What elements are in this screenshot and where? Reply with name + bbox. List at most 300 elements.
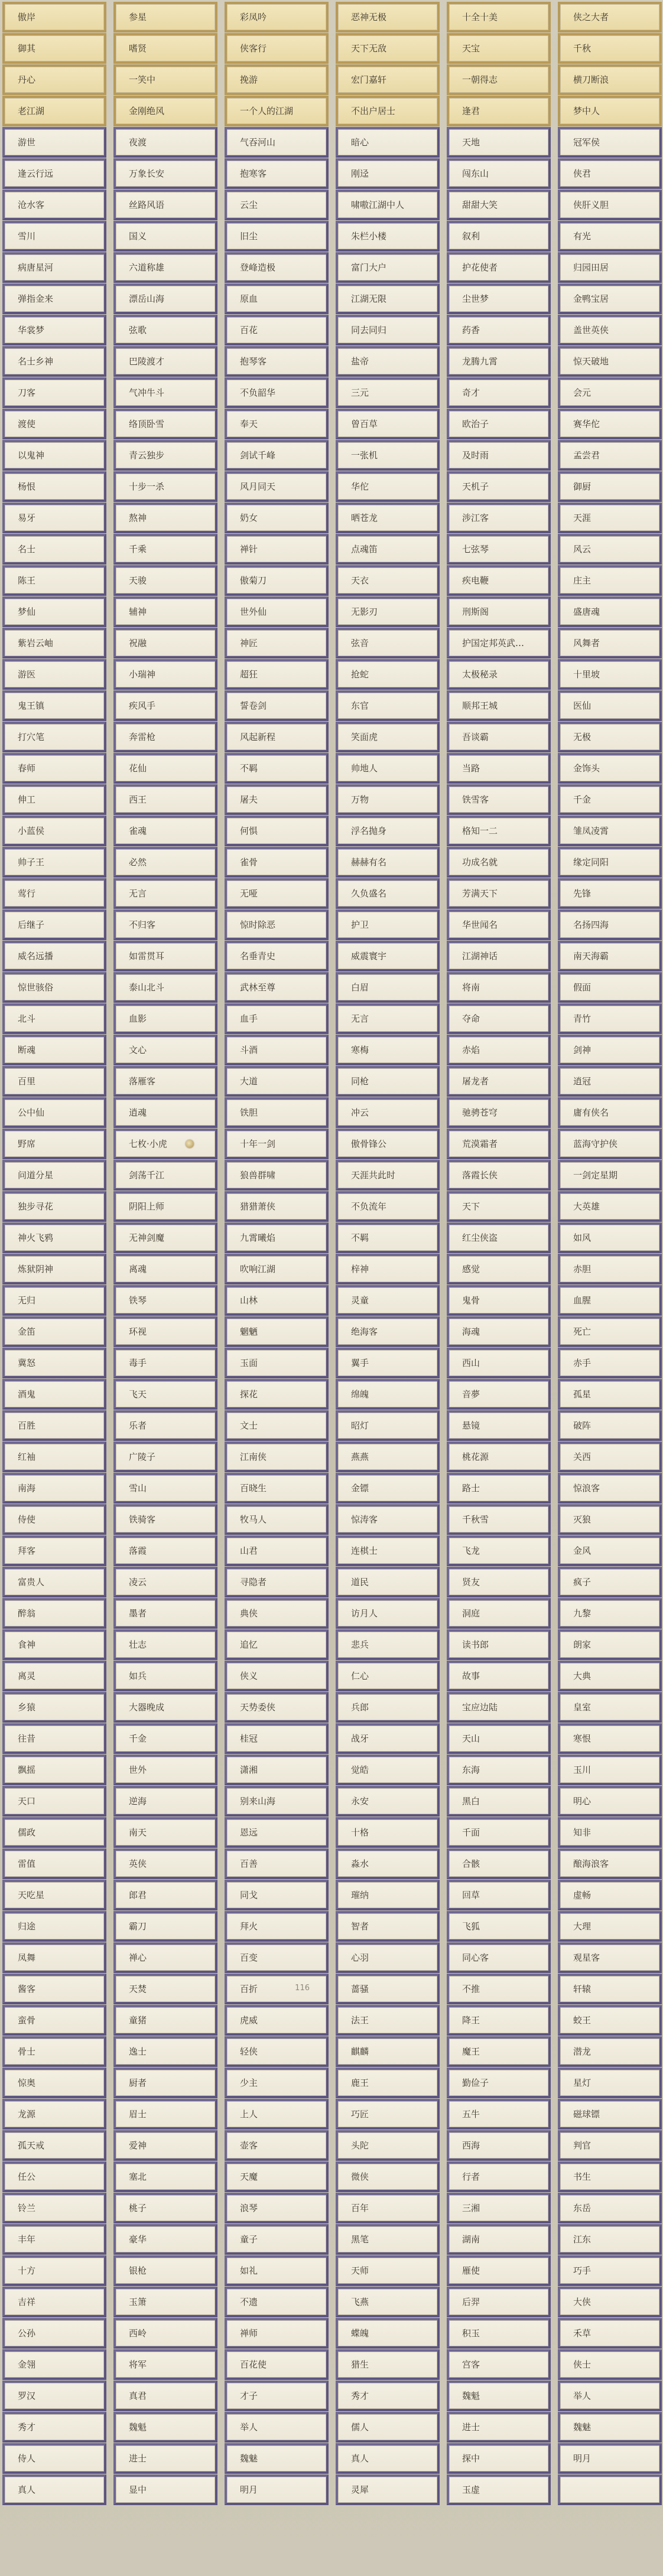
title-tile[interactable] [2, 2474, 106, 2505]
title-tile[interactable] [2, 909, 106, 940]
title-tile[interactable] [225, 1880, 329, 1910]
title-tile[interactable] [225, 2349, 329, 2380]
title-tile[interactable] [447, 1285, 551, 1316]
title-tile[interactable] [2, 1097, 106, 1128]
title-tile[interactable] [2, 1003, 106, 1034]
title-tile[interactable] [336, 2036, 440, 2067]
title-tile[interactable] [113, 596, 217, 627]
title-tile[interactable] [336, 2005, 440, 2036]
title-tile[interactable] [558, 283, 662, 314]
title-tile[interactable] [113, 941, 217, 971]
title-tile[interactable] [113, 127, 217, 158]
title-tile[interactable] [113, 1160, 217, 1191]
title-tile[interactable] [447, 315, 551, 345]
title-tile[interactable] [225, 2381, 329, 2411]
title-tile[interactable] [447, 784, 551, 815]
title-tile[interactable] [336, 941, 440, 971]
title-tile[interactable] [2, 315, 106, 345]
title-tile-unlocked[interactable] [336, 64, 440, 95]
title-tile[interactable] [113, 1598, 217, 1629]
title-tile[interactable] [113, 628, 217, 658]
title-tile[interactable] [113, 409, 217, 439]
title-tile[interactable] [2, 596, 106, 627]
title-tile[interactable] [2, 2161, 106, 2192]
title-tile[interactable] [447, 1692, 551, 1723]
title-tile[interactable] [113, 1661, 217, 1691]
title-tile[interactable] [447, 1066, 551, 1097]
title-tile[interactable] [447, 659, 551, 690]
title-tile[interactable] [113, 1035, 217, 1065]
title-tile[interactable] [113, 2474, 217, 2505]
title-tile[interactable] [225, 1035, 329, 1065]
title-tile[interactable] [2, 534, 106, 565]
title-tile[interactable] [225, 1129, 329, 1159]
title-tile[interactable] [558, 565, 662, 596]
title-tile[interactable] [225, 1942, 329, 1973]
title-tile[interactable] [336, 847, 440, 878]
title-tile-unlocked[interactable] [447, 64, 551, 95]
title-tile[interactable] [447, 409, 551, 439]
title-tile[interactable] [225, 1410, 329, 1441]
title-tile[interactable] [113, 2349, 217, 2380]
title-tile[interactable] [225, 690, 329, 721]
title-tile[interactable] [447, 909, 551, 940]
title-tile[interactable] [113, 2255, 217, 2286]
title-tile[interactable] [113, 1379, 217, 1410]
title-tile[interactable] [2, 816, 106, 846]
title-tile[interactable] [336, 1254, 440, 1284]
title-tile[interactable] [336, 1160, 440, 1191]
title-tile[interactable] [558, 503, 662, 533]
title-tile[interactable] [225, 2068, 329, 2098]
title-tile[interactable] [2, 1911, 106, 1942]
title-tile[interactable] [2, 2036, 106, 2067]
title-tile[interactable] [558, 127, 662, 158]
title-tile[interactable] [113, 2161, 217, 2192]
title-tile[interactable] [225, 503, 329, 533]
title-tile[interactable] [225, 2443, 329, 2474]
title-tile[interactable] [2, 2349, 106, 2380]
title-tile-unlocked[interactable] [113, 33, 217, 64]
title-tile[interactable] [2, 1661, 106, 1691]
title-tile[interactable] [225, 1285, 329, 1316]
title-tile[interactable] [336, 1129, 440, 1159]
title-tile[interactable] [447, 2130, 551, 2161]
title-tile[interactable] [336, 1003, 440, 1034]
title-tile[interactable] [336, 1316, 440, 1347]
title-tile[interactable] [2, 346, 106, 377]
title-tile[interactable] [2, 1723, 106, 1754]
title-tile[interactable] [558, 221, 662, 252]
title-tile[interactable] [447, 283, 551, 314]
title-tile[interactable] [225, 1222, 329, 1253]
title-tile[interactable] [113, 190, 217, 220]
title-tile[interactable] [225, 2318, 329, 2349]
title-tile[interactable] [336, 1442, 440, 1472]
title-tile[interactable] [447, 127, 551, 158]
title-tile[interactable] [225, 1316, 329, 1347]
title-tile[interactable] [113, 1473, 217, 1504]
title-tile[interactable] [113, 1629, 217, 1660]
title-tile[interactable] [225, 1442, 329, 1472]
title-tile[interactable] [113, 158, 217, 189]
title-tile[interactable] [336, 816, 440, 846]
title-tile[interactable] [447, 1097, 551, 1128]
title-tile[interactable] [447, 1661, 551, 1691]
title-tile[interactable] [225, 409, 329, 439]
title-tile[interactable] [447, 2443, 551, 2474]
title-tile[interactable] [225, 2224, 329, 2255]
title-tile[interactable] [447, 628, 551, 658]
title-tile[interactable] [225, 1661, 329, 1691]
title-tile[interactable] [336, 1222, 440, 1253]
title-tile[interactable] [336, 784, 440, 815]
title-tile[interactable] [336, 503, 440, 533]
title-tile[interactable] [225, 1535, 329, 1566]
title-tile[interactable] [447, 1629, 551, 1660]
title-tile[interactable] [2, 941, 106, 971]
title-tile[interactable] [2, 753, 106, 784]
title-tile[interactable] [225, 1786, 329, 1817]
title-tile[interactable] [113, 1003, 217, 1034]
title-tile[interactable] [113, 878, 217, 909]
title-tile[interactable] [2, 2381, 106, 2411]
title-tile[interactable] [225, 2255, 329, 2286]
title-tile[interactable] [447, 2005, 551, 2036]
title-tile[interactable] [2, 221, 106, 252]
title-tile[interactable] [2, 1473, 106, 1504]
title-tile[interactable] [336, 690, 440, 721]
title-tile[interactable] [2, 2130, 106, 2161]
title-tile[interactable] [2, 1692, 106, 1723]
title-tile[interactable] [225, 1817, 329, 1848]
title-tile[interactable] [225, 1254, 329, 1284]
title-tile[interactable] [558, 1129, 662, 1159]
title-tile-unlocked[interactable] [336, 33, 440, 64]
title-tile[interactable] [447, 972, 551, 1003]
title-tile[interactable] [225, 1003, 329, 1034]
title-tile[interactable] [336, 158, 440, 189]
title-tile[interactable] [447, 440, 551, 471]
title-tile[interactable] [225, 1567, 329, 1597]
title-tile[interactable] [336, 1755, 440, 1785]
title-tile[interactable] [336, 1410, 440, 1441]
title-tile[interactable] [113, 1285, 217, 1316]
title-tile[interactable] [2, 1755, 106, 1785]
title-tile[interactable] [336, 2381, 440, 2411]
title-tile[interactable] [447, 1504, 551, 1535]
title-tile[interactable] [225, 1755, 329, 1785]
title-tile[interactable] [336, 2161, 440, 2192]
title-tile[interactable] [447, 2349, 551, 2380]
title-tile[interactable] [558, 1504, 662, 1535]
title-tile[interactable] [113, 252, 217, 283]
title-tile[interactable] [558, 2318, 662, 2349]
title-tile[interactable] [558, 2349, 662, 2380]
title-tile[interactable] [558, 659, 662, 690]
title-tile[interactable] [558, 722, 662, 752]
title-tile[interactable] [113, 1191, 217, 1222]
title-tile[interactable] [113, 1880, 217, 1910]
title-tile[interactable] [558, 1817, 662, 1848]
title-tile-unlocked[interactable] [225, 96, 329, 126]
title-tile[interactable] [447, 1942, 551, 1973]
title-tile[interactable] [336, 628, 440, 658]
title-tile[interactable] [113, 1692, 217, 1723]
title-tile[interactable] [225, 1097, 329, 1128]
title-tile[interactable] [336, 972, 440, 1003]
title-tile[interactable] [225, 1974, 329, 2004]
title-tile-unlocked[interactable] [113, 96, 217, 126]
title-tile[interactable] [336, 2193, 440, 2223]
title-tile[interactable] [558, 1066, 662, 1097]
title-tile[interactable] [113, 2443, 217, 2474]
title-tile[interactable] [113, 816, 217, 846]
title-tile[interactable] [336, 1285, 440, 1316]
title-tile-unlocked[interactable] [2, 2, 106, 32]
title-tile[interactable] [225, 628, 329, 658]
title-tile[interactable] [2, 784, 106, 815]
title-tile[interactable] [447, 1473, 551, 1504]
title-tile[interactable] [336, 596, 440, 627]
title-tile[interactable] [336, 1661, 440, 1691]
title-tile[interactable] [113, 283, 217, 314]
title-tile[interactable] [447, 252, 551, 283]
title-tile[interactable] [447, 1379, 551, 1410]
title-tile-unlocked[interactable] [225, 33, 329, 64]
title-tile[interactable] [558, 784, 662, 815]
title-tile[interactable] [113, 2036, 217, 2067]
title-tile[interactable] [2, 1035, 106, 1065]
title-tile[interactable] [447, 158, 551, 189]
title-tile[interactable] [2, 2318, 106, 2349]
title-tile[interactable] [225, 596, 329, 627]
title-tile[interactable] [336, 409, 440, 439]
title-tile[interactable] [2, 252, 106, 283]
title-tile[interactable] [558, 2474, 662, 2505]
title-tile-unlocked[interactable] [113, 64, 217, 95]
title-tile[interactable] [113, 2005, 217, 2036]
title-tile[interactable] [447, 565, 551, 596]
title-tile[interactable] [2, 440, 106, 471]
title-tile[interactable] [558, 1003, 662, 1034]
title-tile[interactable] [113, 972, 217, 1003]
title-tile[interactable] [113, 565, 217, 596]
title-tile[interactable] [2, 1535, 106, 1566]
title-tile[interactable] [558, 1848, 662, 1879]
title-tile[interactable] [225, 346, 329, 377]
title-tile[interactable] [336, 1817, 440, 1848]
title-tile[interactable] [558, 878, 662, 909]
title-tile[interactable] [336, 909, 440, 940]
title-tile[interactable] [113, 2412, 217, 2443]
title-tile[interactable] [558, 1097, 662, 1128]
title-tile[interactable] [225, 1191, 329, 1222]
title-tile[interactable] [336, 221, 440, 252]
title-tile[interactable] [447, 2318, 551, 2349]
title-tile[interactable] [336, 1692, 440, 1723]
title-tile[interactable] [113, 784, 217, 815]
title-tile[interactable] [225, 1379, 329, 1410]
title-tile[interactable] [336, 1191, 440, 1222]
title-tile[interactable] [225, 190, 329, 220]
title-tile[interactable] [558, 1285, 662, 1316]
title-tile[interactable] [558, 628, 662, 658]
title-tile[interactable] [2, 1160, 106, 1191]
title-tile[interactable] [558, 409, 662, 439]
title-tile[interactable] [225, 1160, 329, 1191]
title-tile[interactable] [336, 377, 440, 408]
title-tile[interactable] [558, 315, 662, 345]
title-tile[interactable] [447, 1254, 551, 1284]
title-tile[interactable] [447, 1723, 551, 1754]
title-tile[interactable] [447, 1222, 551, 1253]
title-tile[interactable] [225, 158, 329, 189]
title-tile[interactable] [113, 440, 217, 471]
title-tile[interactable] [336, 283, 440, 314]
title-tile[interactable] [336, 1473, 440, 1504]
title-tile[interactable] [336, 1535, 440, 1566]
title-tile[interactable] [225, 2474, 329, 2505]
title-tile[interactable] [558, 1598, 662, 1629]
title-tile[interactable] [447, 1348, 551, 1378]
title-tile[interactable] [558, 190, 662, 220]
title-tile[interactable] [2, 1222, 106, 1253]
title-tile[interactable] [447, 346, 551, 377]
title-tile[interactable] [558, 941, 662, 971]
title-tile[interactable] [225, 816, 329, 846]
title-tile[interactable] [2, 847, 106, 878]
title-tile[interactable] [447, 596, 551, 627]
title-tile[interactable] [447, 722, 551, 752]
title-tile[interactable] [558, 2068, 662, 2098]
title-tile[interactable] [225, 2130, 329, 2161]
title-tile[interactable] [447, 2255, 551, 2286]
title-tile[interactable] [2, 565, 106, 596]
title-tile[interactable] [225, 221, 329, 252]
title-tile-unlocked[interactable] [558, 64, 662, 95]
title-tile-unlocked[interactable] [447, 96, 551, 126]
title-tile[interactable] [2, 1598, 106, 1629]
title-tile[interactable] [225, 252, 329, 283]
title-tile[interactable] [447, 1598, 551, 1629]
title-tile[interactable] [558, 1567, 662, 1597]
title-tile[interactable] [113, 1974, 217, 2004]
title-tile[interactable] [2, 1629, 106, 1660]
title-tile[interactable] [558, 2036, 662, 2067]
title-tile[interactable] [2, 190, 106, 220]
title-tile[interactable] [447, 816, 551, 846]
title-tile[interactable] [113, 1911, 217, 1942]
title-tile[interactable] [113, 1942, 217, 1973]
title-tile[interactable] [113, 2068, 217, 2098]
title-tile[interactable] [113, 1723, 217, 1754]
title-tile[interactable] [225, 1066, 329, 1097]
title-tile[interactable] [558, 2130, 662, 2161]
title-tile[interactable] [2, 1442, 106, 1472]
title-tile[interactable] [336, 2412, 440, 2443]
title-tile[interactable] [336, 1066, 440, 1097]
title-tile[interactable] [225, 1629, 329, 1660]
title-tile[interactable] [225, 127, 329, 158]
title-tile[interactable] [113, 1348, 217, 1378]
title-tile[interactable] [558, 1035, 662, 1065]
title-tile[interactable] [225, 534, 329, 565]
title-tile[interactable] [558, 377, 662, 408]
title-tile[interactable] [336, 2255, 440, 2286]
title-tile[interactable] [2, 722, 106, 752]
title-tile[interactable] [336, 1880, 440, 1910]
title-tile[interactable] [447, 1880, 551, 1910]
title-tile[interactable] [113, 1066, 217, 1097]
title-tile[interactable] [2, 1410, 106, 1441]
title-tile[interactable] [336, 1786, 440, 1817]
title-tile[interactable] [2, 158, 106, 189]
title-tile[interactable] [447, 1035, 551, 1065]
title-tile[interactable] [2, 1817, 106, 1848]
title-tile[interactable] [336, 534, 440, 565]
title-tile[interactable] [336, 659, 440, 690]
title-tile-unlocked[interactable] [447, 33, 551, 64]
title-tile[interactable] [558, 2193, 662, 2223]
title-tile[interactable] [225, 1848, 329, 1879]
title-tile[interactable] [113, 1316, 217, 1347]
title-tile[interactable] [113, 1410, 217, 1441]
title-tile[interactable] [558, 1316, 662, 1347]
title-tile[interactable] [336, 1598, 440, 1629]
title-tile[interactable] [2, 1504, 106, 1535]
title-tile[interactable] [558, 1880, 662, 1910]
title-tile[interactable] [336, 2099, 440, 2130]
title-tile[interactable] [336, 1911, 440, 1942]
title-tile[interactable] [336, 1035, 440, 1065]
title-tile[interactable] [113, 534, 217, 565]
title-tile[interactable] [225, 847, 329, 878]
title-tile[interactable] [336, 753, 440, 784]
title-tile[interactable] [225, 878, 329, 909]
title-tile[interactable] [558, 1222, 662, 1253]
title-tile[interactable] [558, 816, 662, 846]
title-tile[interactable] [113, 722, 217, 752]
title-tile-unlocked[interactable] [447, 2, 551, 32]
title-tile[interactable] [558, 909, 662, 940]
title-tile[interactable] [2, 2005, 106, 2036]
title-tile[interactable] [558, 1974, 662, 2004]
title-tile[interactable] [2, 1974, 106, 2004]
title-tile[interactable] [2, 2099, 106, 2130]
title-tile[interactable] [113, 753, 217, 784]
title-tile[interactable] [225, 1348, 329, 1378]
title-tile[interactable] [558, 1661, 662, 1691]
title-tile[interactable] [113, 346, 217, 377]
title-tile[interactable] [2, 1129, 106, 1159]
title-tile[interactable] [447, 190, 551, 220]
title-tile-unlocked[interactable] [113, 2, 217, 32]
title-tile[interactable] [558, 1160, 662, 1191]
title-tile[interactable] [336, 1567, 440, 1597]
title-tile[interactable] [558, 1692, 662, 1723]
title-tile[interactable] [2, 1942, 106, 1973]
title-tile[interactable] [447, 1817, 551, 1848]
title-tile[interactable] [447, 2287, 551, 2317]
title-tile[interactable] [336, 878, 440, 909]
title-tile[interactable] [225, 2287, 329, 2317]
title-tile[interactable] [558, 2443, 662, 2474]
title-tile[interactable] [447, 2193, 551, 2223]
title-tile[interactable] [225, 2099, 329, 2130]
title-tile[interactable] [113, 1786, 217, 1817]
title-tile[interactable] [558, 847, 662, 878]
